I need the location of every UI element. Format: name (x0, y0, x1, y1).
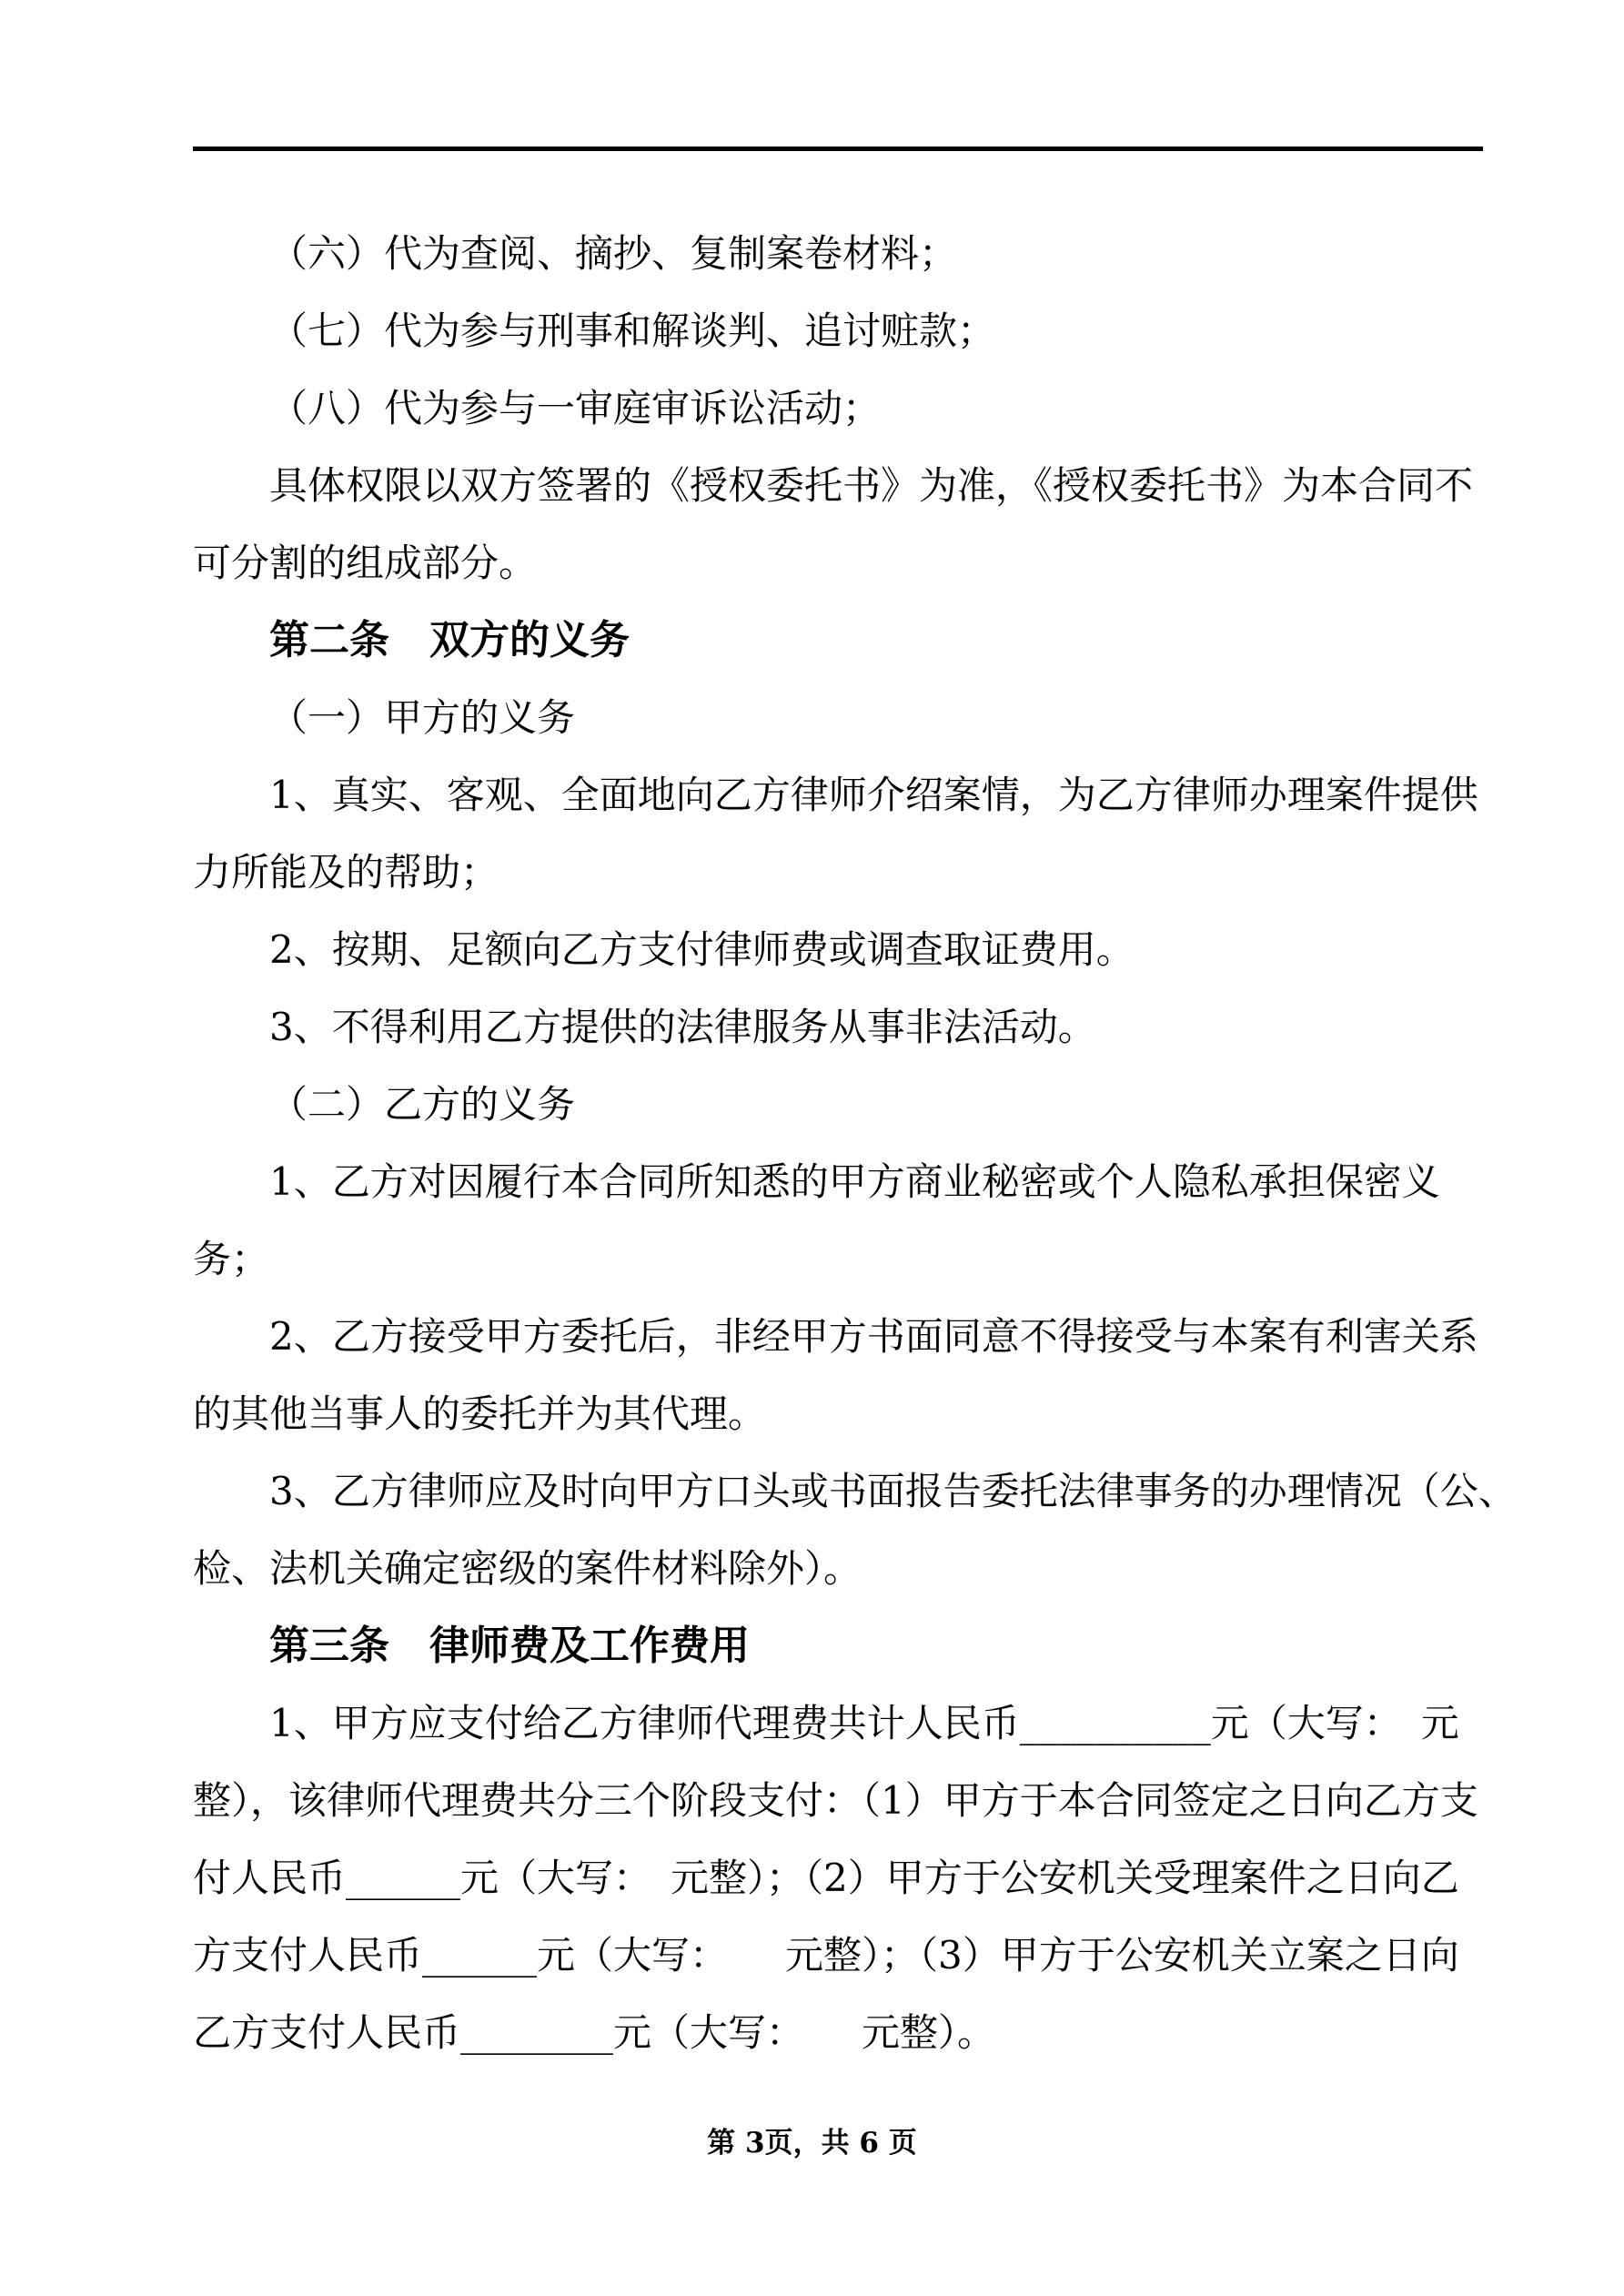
fee-clause-line-2: 整），该律师代理费共分三个阶段支付：（1）甲方于本合同签定之日向乙方支 (193, 1778, 1478, 1823)
list-item-7: （七）代为参与刑事和解谈判、追讨赃款； (269, 308, 996, 353)
header-rule (193, 147, 1483, 151)
party-b-duty-3-line-1: 3、乙方律师应及时向甲方口头或书面报告委托法律事务的办理情况（公、 (269, 1469, 1517, 1513)
fee-clause-line-4: 方支付人民币______元（大写： 元整）；（3）甲方于公安机关立案之日向 (193, 1933, 1459, 1977)
party-a-duty-1-line-1: 1、真实、客观、全面地向乙方律师介绍案情，为乙方律师办理案件提供 (269, 773, 1478, 817)
list-item-6: （六）代为查阅、摘抄、复制案卷材料； (269, 231, 958, 276)
party-b-duty-1-line-2: 务； (193, 1237, 270, 1281)
party-a-duty-2: 2、按期、足额向乙方支付律师费或调查取证费用。 (269, 927, 1135, 972)
party-b-duty-1-line-1: 1、乙方对因履行本合同所知悉的甲方商业秘密或个人隐私承担保密义 (269, 1159, 1440, 1204)
section-heading-article-2: 第二条 双方的义务 (269, 617, 630, 663)
list-item-8: （八）代为参与一审庭审诉讼活动； (269, 386, 882, 430)
section-heading-article-3: 第三条 律师费及工作费用 (269, 1623, 750, 1669)
document-body (193, 215, 1517, 2071)
paragraph-authorization-line-2: 可分割的组成部分。 (193, 541, 538, 585)
page-footer: 第 3页，共 6 页 (707, 2127, 917, 2159)
fee-clause-line-5: 乙方支付人民币________元（大写： 元整）。 (193, 2010, 996, 2055)
party-a-duty-3: 3、不得利用乙方提供的法律服务从事非法活动。 (269, 1005, 1096, 1049)
paragraph-authorization-line-1: 具体权限以双方签署的《授权委托书》为准，《授权委托书》为本合同不 (269, 463, 1474, 508)
subsection-party-a-duties: （一）甲方的义务 (269, 695, 576, 740)
party-b-duty-2-line-1: 2、乙方接受甲方委托后，非经甲方书面同意不得接受与本案有利害关系 (269, 1314, 1478, 1359)
fee-clause-line-3: 付人民币______元（大写： 元整）；（2）甲方于公安机关受理案件之日向乙 (193, 1856, 1459, 1900)
subsection-party-b-duties: （二）乙方的义务 (269, 1082, 576, 1127)
party-b-duty-3-line-2: 检、法机关确定密级的案件材料除外）。 (193, 1546, 862, 1591)
party-b-duty-2-line-2: 的其他当事人的委托并为其代理。 (193, 1391, 767, 1436)
fee-clause-line-1: 1、甲方应支付给乙方律师代理费共计人民币__________元（大写： 元 (269, 1701, 1459, 1745)
party-a-duty-1-line-2: 力所能及的帮助； (193, 850, 499, 895)
